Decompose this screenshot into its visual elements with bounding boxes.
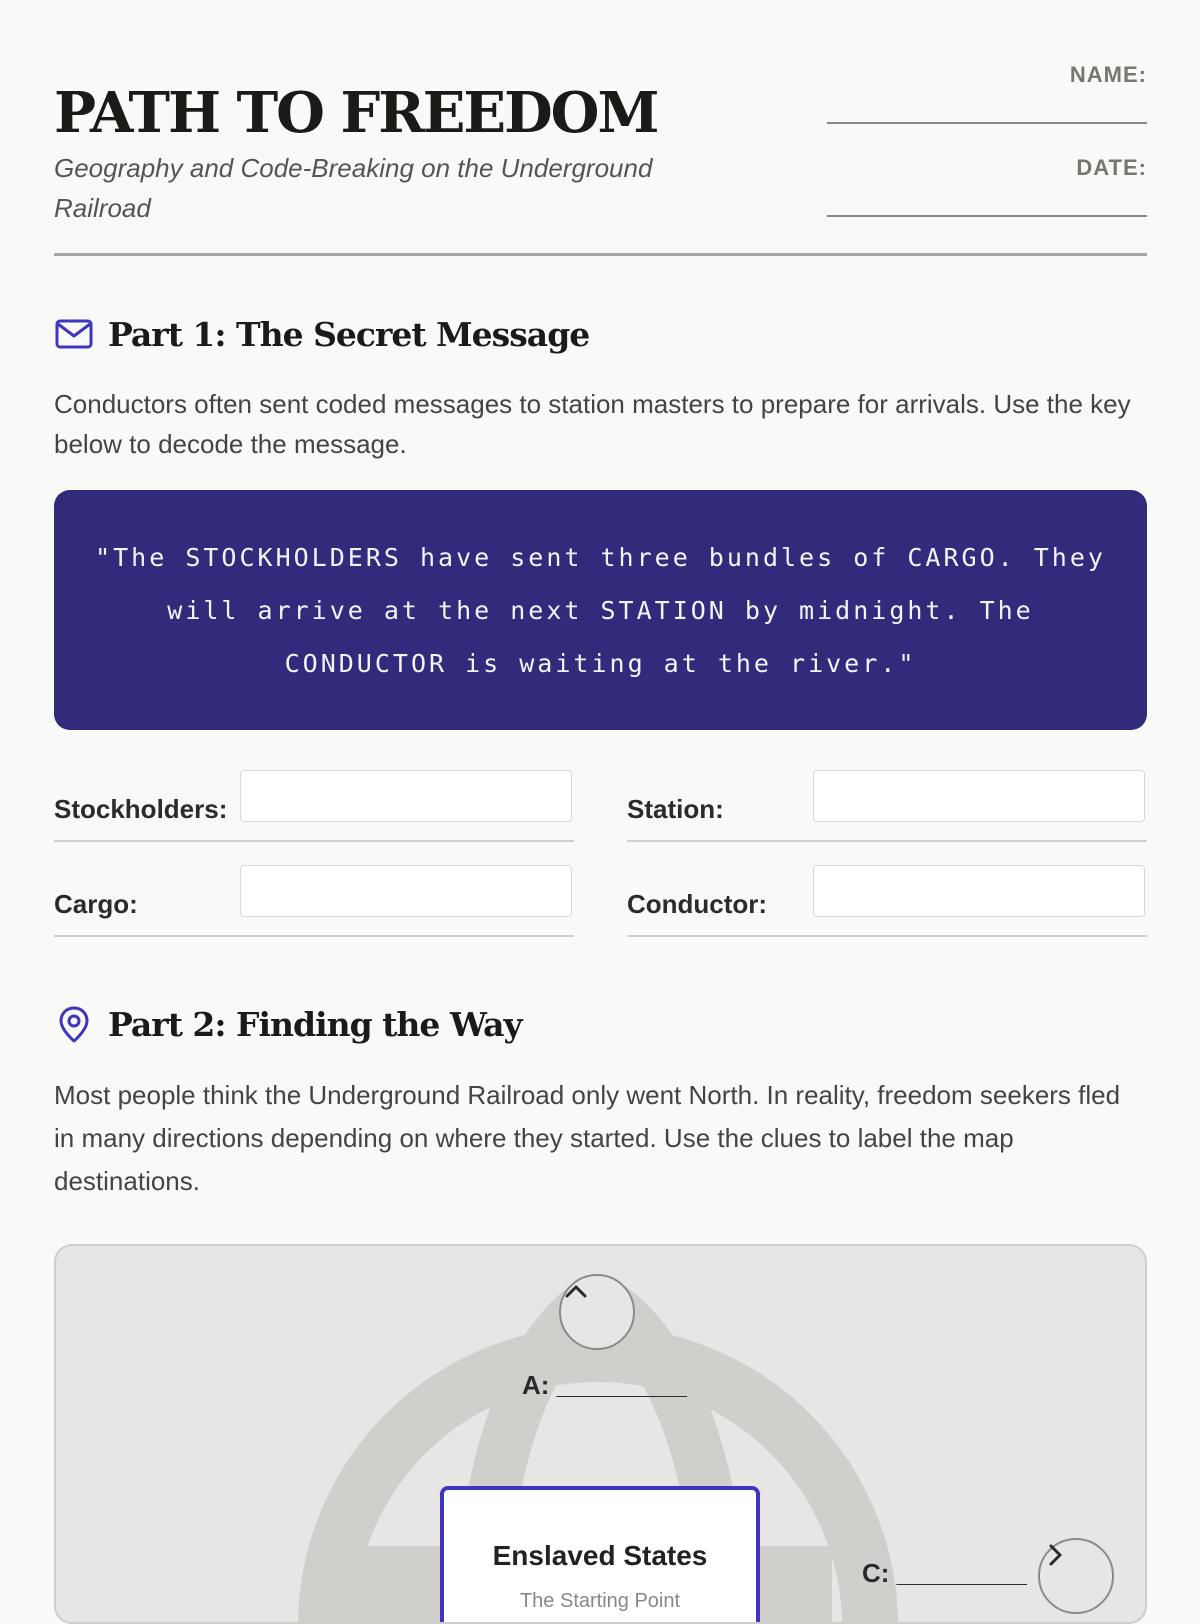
- page-title: PATH TO FREEDOM: [54, 80, 658, 146]
- chevron-up-icon: [561, 1276, 591, 1306]
- part2-title: Part 2: Finding the Way: [108, 1004, 522, 1044]
- field-label: Stockholders:: [54, 794, 228, 824]
- conductor-input[interactable]: [813, 865, 1145, 917]
- origin-card: [440, 1486, 760, 1624]
- destination-c-label: C: _________: [862, 1558, 1027, 1588]
- decode-field-conductor: [627, 865, 1147, 937]
- name-field[interactable]: [827, 122, 1147, 124]
- envelope-icon: [54, 314, 94, 354]
- decode-field-station: [627, 770, 1147, 842]
- part2-intro: Most people think the Underground Railroad only went North. In reality, freedom seekers fled in many directions depending on where they started. Use the clues to label the map destinations.: [54, 1080, 1121, 1196]
- decode-field-stockholders: [54, 770, 574, 842]
- cargo-input[interactable]: [240, 865, 572, 917]
- map-pin-icon: [54, 1004, 94, 1044]
- east-marker[interactable]: [1038, 1538, 1114, 1614]
- route-map: [54, 1244, 1147, 1624]
- part1-heading: [54, 314, 589, 354]
- name-label: NAME:: [1069, 62, 1147, 87]
- part1-title: Part 1: The Secret Message: [108, 314, 590, 354]
- part1-intro: Conductors often sent coded messages to station masters to prepare for arrivals. Use the key below to decode the message.: [54, 389, 1131, 459]
- coded-message: "The STOCKHOLDERS have sent three bundles of CARGO. They will arrive at the next STATION by midnight. The CONDUCTOR is waiting at the river.": [95, 542, 1106, 678]
- page-subtitle: Geography and Code-Breaking on the Underground Railroad: [54, 153, 653, 223]
- chevron-right-icon: [1040, 1540, 1070, 1570]
- field-label: Cargo:: [54, 889, 138, 919]
- date-label: DATE:: [1076, 155, 1147, 180]
- part2-heading: [54, 1004, 522, 1044]
- stockholders-input[interactable]: [240, 770, 572, 822]
- station-input[interactable]: [813, 770, 1145, 822]
- header-divider: [54, 253, 1147, 256]
- decode-field-cargo: [54, 865, 574, 937]
- origin-title: Enslaved States: [492, 1540, 708, 1571]
- origin-subtitle: The Starting Point: [519, 1590, 681, 1612]
- date-field[interactable]: [827, 215, 1147, 217]
- field-label: Conductor:: [627, 889, 768, 919]
- coded-message-box: [54, 490, 1147, 730]
- north-marker[interactable]: [559, 1274, 635, 1350]
- field-label: Station:: [627, 794, 724, 824]
- destination-a-label: A: _________: [522, 1370, 687, 1400]
